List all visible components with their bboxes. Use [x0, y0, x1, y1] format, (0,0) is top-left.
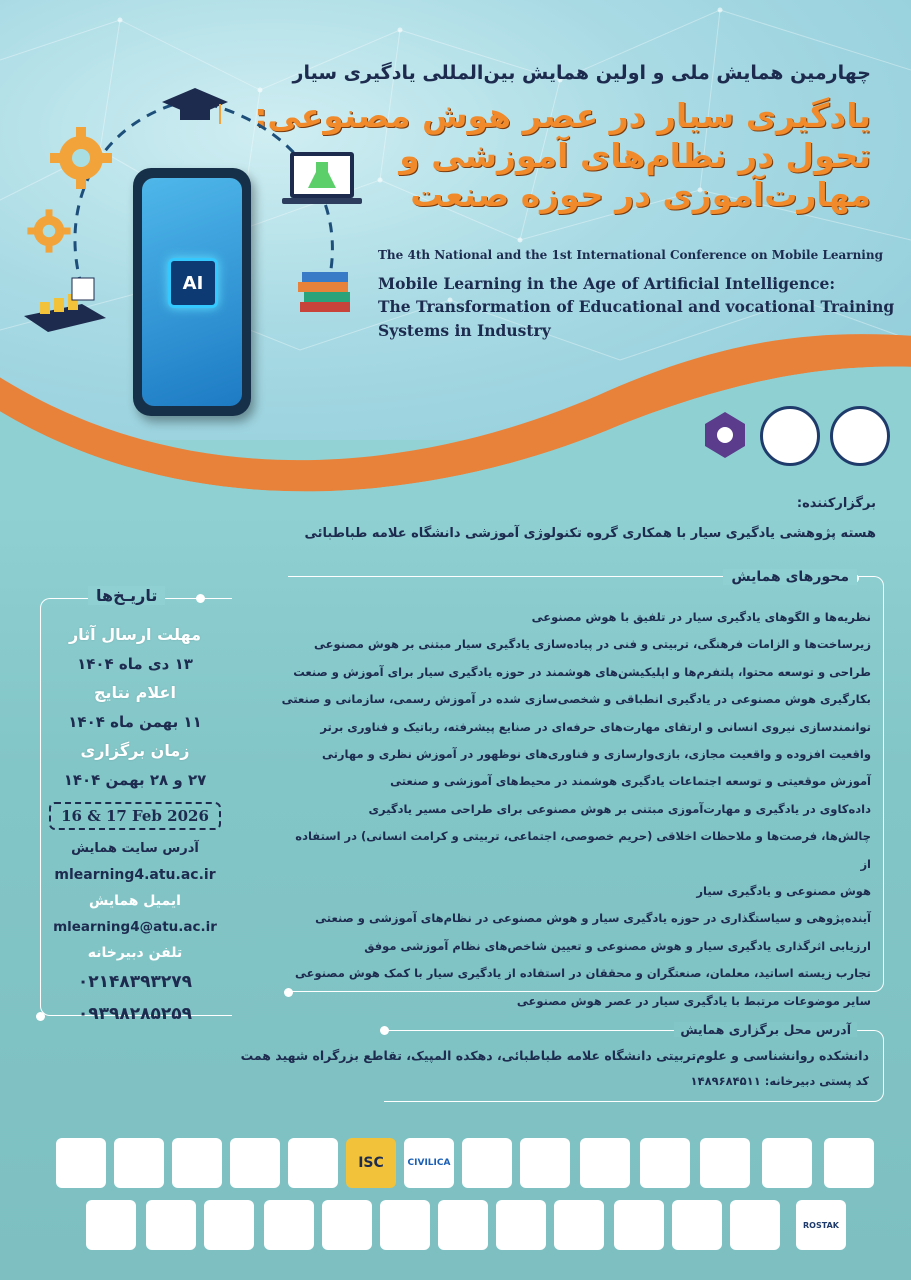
sponsor-logo	[520, 1138, 570, 1188]
sponsor-logo	[264, 1200, 314, 1250]
sponsor-logo	[230, 1138, 280, 1188]
main-title-en	[378, 272, 898, 342]
topics-header: محورهای همایش	[723, 569, 857, 585]
sponsor-logo	[672, 1200, 722, 1250]
main-title-en-line3: Systems in Industry	[378, 320, 551, 340]
email-label: ایمیل همایش	[89, 893, 181, 909]
event-date-en: 16 & 17 Feb 2026	[49, 802, 221, 830]
topic-item: سایر موضوعات مرتبط با یادگیری سیار در عصر هوش مصنوعی	[516, 993, 871, 1008]
topic-item: آموزش موقعیتی و توسعه اجتماعات یادگیری هوشمند در محیط‌های آموزشی و صنعتی	[390, 774, 871, 789]
rostak-logo: ROSTAK	[796, 1200, 846, 1250]
sponsor-logo	[762, 1138, 812, 1188]
sponsor-logo	[86, 1200, 136, 1250]
email-link[interactable]: mlearning4@atu.ac.ir	[53, 919, 217, 935]
dates-header: تاریـخ‌ها	[88, 586, 165, 605]
website-label: آدرس سایت همایش	[71, 841, 199, 856]
isc-logo: ISC	[346, 1138, 396, 1188]
address-text: دانشکده روانشناسی و علوم‌تربیتی دانشگاه علامه طباطبائی، دهکده المپیک، تقاطع بزرگراه شهید همت	[240, 1048, 869, 1063]
main-title-fa-line3: مهارت‌آموزی در حوزه صنعت	[410, 175, 871, 215]
sponsor-logo	[554, 1200, 604, 1250]
submission-label: مهلت ارسال آثار	[68, 625, 202, 644]
topic-item: ارزیابی اثرگذاری یادگیری سیار و هوش مصنوعی و تعیین شاخص‌های نظام آموزشی موفق	[364, 938, 871, 953]
research-core-logo	[700, 410, 750, 466]
topic-item: نظریه‌ها و الگوهای یادگیری سیار در تلفیق با هوش مصنوعی	[531, 610, 871, 624]
phone-illustration	[133, 168, 251, 416]
dates-column	[40, 622, 230, 1030]
main-title-en-line2: The Transformation of Educational and vocational Training	[378, 297, 895, 317]
main-title-en-line1: Mobile Learning in the Age of Artificial Intelligence:	[378, 274, 836, 293]
sponsor-logo	[114, 1138, 164, 1188]
conference-title-en: The 4th National and the 1st International Conference on Mobile Learning	[378, 248, 883, 262]
topic-item: واقعیت افزوده و واقعیت مجازی، بازی‌وارسازی و فناوری‌های نوظهور در آموزش نظری و مهارتی	[321, 747, 871, 762]
topic-item: زیرساخت‌ها و الزامات فرهنگی، تربیتی و فنی در پیاده‌سازی یادگیری سیار مبتنی بر هوش مصنوعی	[314, 637, 871, 652]
sponsor-logo	[288, 1138, 338, 1188]
sponsor-logo	[56, 1138, 106, 1188]
sponsor-logo	[496, 1200, 546, 1250]
topic-item: تجارب زیسته اساتید، معلمان، صنعتگران و محققان در استفاده از یادگیری سیار با کمک هوش مصنوعی	[295, 966, 871, 981]
sponsor-logo	[322, 1200, 372, 1250]
results-label: اعلام نتایج	[94, 683, 176, 702]
phone-label: تلفن دبیرخانه	[87, 945, 183, 961]
topic-item: توانمندسازی نیروی انسانی و ارتقای مهارت‌های حرفه‌ای در صنایع پیشرفته، رباتیک و فناوری برتر	[320, 719, 871, 734]
ai-chip-icon: AI	[168, 258, 218, 308]
small-gear-icon	[26, 208, 72, 254]
dates-dot-icon	[196, 594, 205, 603]
graduation-cap-icon	[160, 84, 230, 130]
sponsor-logo	[700, 1138, 750, 1188]
main-title-fa-line2: تحول در نظام‌های آموزشی و	[399, 135, 871, 175]
civilica-logo: CIVILICA	[404, 1138, 454, 1188]
topic-item: داده‌کاوی در یادگیری و مهارت‌آموزی مبتنی بر هوش مصنوعی برای طراحی مسیر یادگیری	[368, 801, 871, 816]
university-logo-1	[830, 406, 890, 466]
website-link[interactable]: mlearning4.atu.ac.ir	[54, 867, 216, 883]
topic-item: آینده‌پژوهی و سیاستگذاری در حوزه یادگیری سیار و هوش مصنوعی در نظام‌های آموزشی و صنعتی	[315, 911, 871, 926]
organizer-label: برگزارکننده:	[796, 496, 876, 511]
event-date: ۲۷ و ۲۸ بهمن ۱۴۰۴	[63, 771, 207, 789]
phone-number-2[interactable]: ۰۹۳۹۸۲۸۵۲۵۹	[77, 1004, 193, 1024]
sponsor-logo	[640, 1138, 690, 1188]
postal-code: کد پستی دبیرخانه: ۱۴۸۹۶۸۴۵۱۱	[690, 1074, 869, 1088]
university-logo-2	[760, 406, 820, 466]
topics-list	[281, 604, 871, 1015]
phone-screen	[142, 178, 242, 406]
sponsor-logo	[614, 1200, 664, 1250]
sponsor-logo	[204, 1200, 254, 1250]
organizer-text: هسته پژوهشی یادگیری سیار با همکاری گروه تکنولوژی آموزشی دانشگاه علامه طباطبائی	[304, 526, 876, 541]
sponsor-logo	[146, 1200, 196, 1250]
books-icon	[298, 270, 354, 316]
topic-item: هوش مصنوعی و یادگیری سیار	[696, 884, 871, 899]
address-header: آدرس محل برگزاری همایش	[674, 1022, 857, 1037]
sponsor-logo	[730, 1200, 780, 1250]
sponsor-logo	[824, 1138, 874, 1188]
submission-date: ۱۳ دی ماه ۱۴۰۴	[77, 655, 193, 673]
gear-icon	[48, 125, 114, 191]
address-panel	[384, 1030, 884, 1102]
results-date: ۱۱ بهمن ماه ۱۴۰۴	[68, 713, 202, 731]
phone-number-1[interactable]: ۰۲۱۴۸۳۹۳۲۷۹	[77, 972, 193, 992]
sponsor-logo	[172, 1138, 222, 1188]
event-label: زمان برگزاری	[80, 741, 190, 760]
conference-title-fa: چهارمین همایش ملی و اولین همایش بین‌المللی یادگیری سیار	[292, 62, 871, 84]
sponsor-logo	[380, 1200, 430, 1250]
topic-item: چالش‌ها، فرصت‌ها و ملاحظات اخلاقی (حریم خصوصی، اجتماعی، تربیتی و کرامت انسانی) در استفاده از	[295, 829, 871, 871]
sponsor-logo	[462, 1138, 512, 1188]
main-title-fa-line1: یادگیری سیار در عصر هوش مصنوعی:	[254, 96, 871, 135]
tablet-coins-icon	[22, 276, 108, 336]
sponsor-logo	[438, 1200, 488, 1250]
topic-item: طراحی و توسعه محتوا، پلتفرم‌ها و اپلیکیشن‌های هوشمند در حوزه یادگیری سیار برای آموزش و صنعت	[293, 664, 871, 679]
sponsor-logo	[580, 1138, 630, 1188]
address-dot-icon	[380, 1026, 389, 1035]
laptop-flask-icon	[282, 150, 362, 212]
topic-item: بکارگیری هوش مصنوعی در یادگیری انطباقی و شخصی‌سازی شده در آموزش رسمی، سازمانی و صنعتی	[281, 692, 871, 707]
